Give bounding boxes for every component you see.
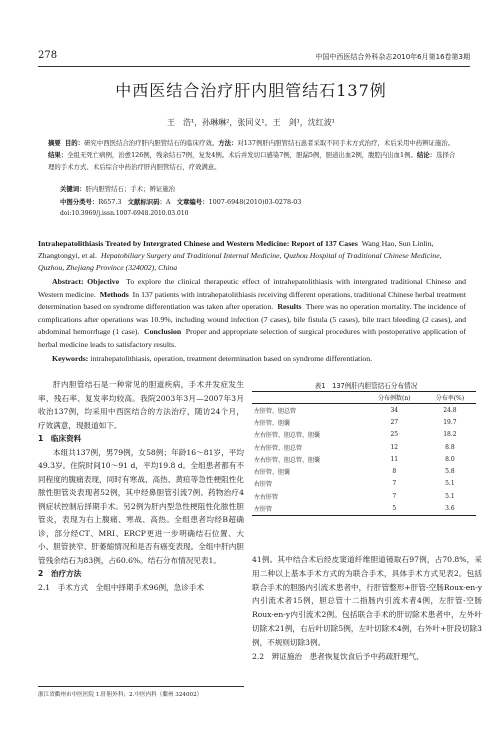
table-row: 左右肝管、胆总管、胆囊 25 18.2 [254, 431, 457, 440]
abstract-cn: 摘要 目的：研究中西医结合治疗肝内胆管结石的临床疗效。方法：对137例肝内胆管结石患者采取不同手术方式治疗，术后采用中药辨证施治。结果：全组无死亡病例，治愈126例，残余结石7例，复发4例。术后并发切口感染7例，胆漏5例，胆道出血2例，腹腔内出血1例。结论：选择合理的手术方式、术后综合中药治疗肝内胆管结石，疗效满意。 [48, 139, 456, 171]
table-row: 右肝管 7 5.1 [254, 480, 455, 489]
journal-name: 中国中西医结合外科杂志2010年6月第16卷第3期 [315, 53, 470, 61]
authors-cn: 王 浩¹，孙琳琳²，张同义¹，王 剑¹，沈红波¹ [166, 118, 336, 127]
body-right-column [252, 553, 482, 663]
intro-paragraph: 肝内胆管结石是一种常见的胆道疾病，手术并发症发生率、残石率、复发率均较高。我院2003年3月—2007年3月收治137例，均采用中西医结合的方法治疗，随访24个月，疗效满意，现报道如下。 [38, 380, 244, 430]
doi: doi:10.3969/j.issn.1007-6948.2010.03.010 [60, 210, 189, 217]
article-title-en: Intrahepatolithiasis Treated by Intergrated Chinese and Western Medicine: Report of 137 Cases Wang Hao, Sun Linlin, Zhangtongyi, et al. Hepatobiliary Surgery and Traditional Internal Medicine, Quzhou Hospital of Traditional Chinese Medicine, Quzhou, Zhejiang Province (324002), China [38, 239, 442, 272]
table-row: 左右肝管、胆总管、胆囊 11 8.0 [254, 455, 455, 464]
keywords-cn: 关键词：肝内胆管结石；手术；辨证施治 [60, 185, 176, 193]
affiliation-footnote: 浙江省衢州市中医医院 1.肝胆外科；2.中医内科（衢州 324002） [38, 686, 244, 698]
abstract-label: 摘要 [48, 139, 61, 147]
section-heading-2: 2 治疗方法 [38, 569, 82, 578]
clinical-data-paragraph: 本组共137例，男79例，女58例；年龄16～81岁，平均49.3岁。住院时间10～91 d，平均19.8 d。全组患者都有不同程度的腹痛表现，同时有寒战、高热、黄疸等急性梗阻性化脓性胆管炎表现者52例，其中经鼻胆管引流7例、药物治疗4例症状控制后择期手术。另2例为肝内型急性梗阻性化脓性胆管炎，表现为右上腹痛、寒战、高热。全组患者均经B超确诊，部分经CT、MRI、ERCP更进一步明确结石位置、大小、胆管狭窄、肝萎缩情况和是否有癌变表现。全组中肝内胆管残余结石为83例，占60.6%。结石分布情况见表1。 [38, 447, 244, 565]
table-row: 左肝管、胆囊 27 19.7 [254, 418, 457, 427]
page-header [38, 50, 470, 67]
table-row: 左肝管 5 3.6 [252, 502, 476, 515]
table-row: 左肝管、胆总管 34 24.8 [254, 406, 457, 415]
table-row: 左右肝管 7 5.1 [254, 492, 455, 501]
table-header-row: 分布例数(n) 分布率(%) [252, 392, 476, 404]
article-title-cn: 中西医结合治疗肝内胆管结石137例 [115, 81, 387, 100]
keywords-en: Keywords: intrahepatolithiasis, operation, treatment determination based on syndrome differentiation. [52, 354, 373, 363]
table-row: 右肝管、胆囊 8 5.8 [254, 468, 455, 477]
abstract-en: Abstract: Objective To explore the clinical therapeutic effect of intrahepatolithiasis with intergrated traditional Chinese and Western medicine. Methods In 137 patients with intrahepatolithiasis receiving different operations, traditional Chinese herbal treatment determination based on syndrome differentiation was taken after operation. Results There was no operation mortality. The incidence of complications after operations was 10.9%, including wound infection (7 cases), bile fistula (5 cases), bile tract bleeding (2 cases), and abdominal hemorrhage (1 case). Conclusion Proper and appropriate selection of surgical procedures with postoperative application of herbal medicine leads to satisfactory results. [38, 277, 467, 349]
surgery-paragraph: 41例。其中结合术后经皮窦道纤维胆道镜取石97例，占70.8%，采用二种以上基本手术方式的为联合手术，具体手术方式见表2。包括联合手术的胆肠内引流术患者中，行肝管整形+肝管-空肠Roux-en-y内引流术者15例，胆总管十二指肠内引流术者4例，左肝管-空肠Roux-en-y内引流术2例。包括联合手术的肝切除术患者中，左外叶切除术21例，右后叶切除5例，左叶切除术4例，右外叶+肝段切除3例，不规则切除3例。 [252, 555, 482, 647]
page-number: 278 [38, 50, 58, 61]
subsection-2-1: 2.1 手术方式 全组中择期手术96例，急诊手术 [38, 582, 205, 592]
section-heading-1: 1 临床资料 [38, 434, 82, 443]
table-row: 左右肝管、胆总管 12 8.8 [254, 443, 455, 452]
table-caption: 表1 137例肝内胆管结石分布情况 [314, 382, 418, 390]
classification-line: 中图分类号：R657.3 文献标识码：A 文章编号：1007-6948(2010)03-0278-03 [60, 198, 302, 206]
body-left-column [38, 378, 244, 594]
distribution-table [252, 391, 476, 516]
subsection-2-2: 2.2 辨证施治 患者恢复饮食后予中药疏肝理气、 [252, 651, 424, 661]
